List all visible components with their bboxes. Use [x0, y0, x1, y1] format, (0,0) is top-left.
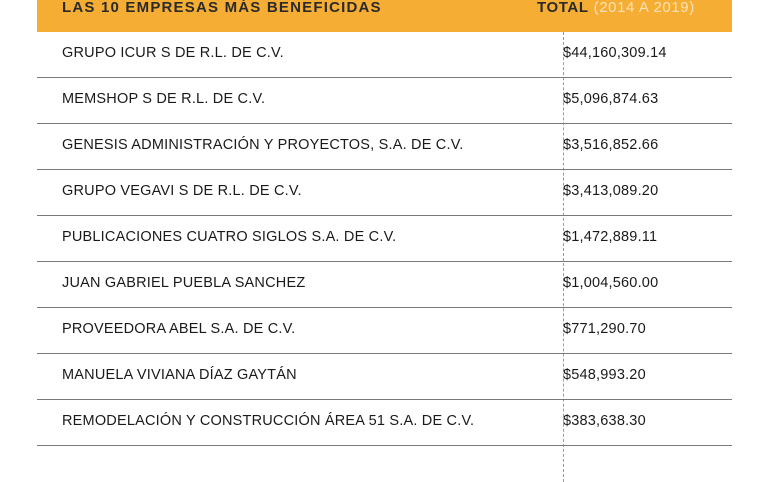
beneficiaries-table — [37, 0, 732, 446]
table-row — [37, 32, 732, 78]
company-total: $5,096,874.63 — [563, 91, 659, 107]
header-companies-label: LAS 10 EMPRESAS MÁS BENEFICIDAS — [62, 0, 382, 16]
company-name: MANUELA VIVIANA DÍAZ GAYTÁN — [62, 367, 297, 383]
company-total: $383,638.30 — [563, 413, 646, 429]
company-total: $3,413,089.20 — [563, 183, 659, 199]
company-name: GENESIS ADMINISTRACIÓN Y PROYECTOS, S.A. DE C.V. — [62, 137, 464, 153]
company-name: REMODELACIÓN Y CONSTRUCCIÓN ÁREA 51 S.A. DE C.V. — [62, 413, 475, 429]
company-total: $1,472,889.11 — [563, 229, 658, 245]
header-total-label: TOTAL — [537, 0, 589, 16]
table-row — [37, 354, 732, 400]
table-row — [37, 216, 732, 262]
company-name: GRUPO VEGAVI S DE R.L. DE C.V. — [62, 183, 302, 199]
header-total — [537, 0, 695, 16]
company-name: PROVEEDORA ABEL S.A. DE C.V. — [62, 321, 296, 337]
company-name: GRUPO ICUR S DE R.L. DE C.V. — [62, 45, 284, 61]
table-row — [37, 78, 732, 124]
company-total: $3,516,852.66 — [563, 137, 659, 153]
table-row — [37, 124, 732, 170]
table-header — [37, 0, 732, 32]
company-name: JUAN GABRIEL PUEBLA SANCHEZ — [62, 275, 306, 291]
table-row — [37, 308, 732, 354]
company-name: MEMSHOP S DE R.L. DE C.V. — [62, 91, 266, 107]
company-total: $44,160,309.14 — [563, 45, 667, 61]
table-row — [37, 262, 732, 308]
header-total-range: (2014 A 2019) — [593, 0, 695, 16]
table-row — [37, 170, 732, 216]
company-total: $771,290.70 — [563, 321, 646, 337]
company-total: $1,004,560.00 — [563, 275, 659, 291]
company-total: $548,993.20 — [563, 367, 646, 383]
table-row — [37, 400, 732, 446]
company-name: PUBLICACIONES CUATRO SIGLOS S.A. DE C.V. — [62, 229, 397, 245]
